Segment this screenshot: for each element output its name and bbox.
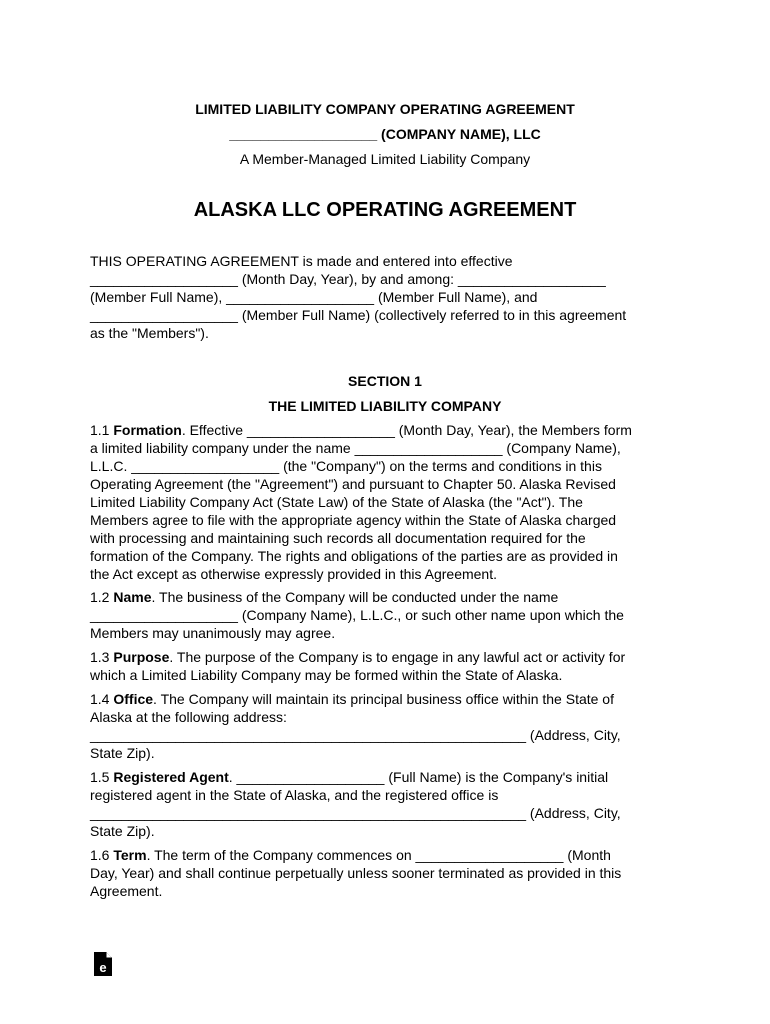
clause-registered-agent <box>90 768 690 840</box>
clause-text: . The term of the Company commences on ___________________ (Month <box>146 847 611 863</box>
clause-term <box>90 846 690 900</box>
clause-line: with processing and maintaining such records all documentation required for the <box>90 530 586 546</box>
clause-heading: Formation <box>113 422 182 438</box>
clause-text: . The business of the Company will be conducted under the name <box>151 589 559 605</box>
clause-purpose <box>90 648 690 684</box>
section-number: SECTION 1 <box>348 373 422 389</box>
clause-text: . The purpose of the Company is to engage in any lawful act or activity for <box>169 649 626 665</box>
clause-line: Members may unanimously may agree. <box>90 625 336 641</box>
clause-line: State Zip). <box>90 745 155 761</box>
clause-formation <box>90 421 690 583</box>
clause-number: 1.3 <box>90 649 114 665</box>
doc-header-subtitle: A Member-Managed Limited Liability Company <box>239 151 531 167</box>
clause-line: Operating Agreement (the "Agreement") and pursuant to Chapter 50. Alaska Revised <box>90 476 616 492</box>
clause-office <box>90 690 690 762</box>
clause-line: Agreement. <box>90 883 163 899</box>
clause-first-line <box>90 846 690 864</box>
clause-line: Alaska at the following address: <box>90 709 287 725</box>
clause-line: ________________________________________________________ (Address, City, <box>90 727 621 743</box>
clause-line: Day, Year) and shall continue perpetually unless sooner terminated as provided in this <box>90 865 622 881</box>
clause-line: ________________________________________________________ (Address, City, <box>90 805 621 821</box>
clause-line: State Zip). <box>90 823 155 839</box>
intro-line: (Member Full Name), ___________________ (Member Full Name), and <box>90 289 538 305</box>
intro-line: as the "Members"). <box>90 325 209 341</box>
doc-header-line1: LIMITED LIABILITY COMPANY OPERATING AGREEMENT <box>195 101 575 117</box>
section-title: THE LIMITED LIABILITY COMPANY <box>268 398 502 414</box>
clause-first-line <box>90 588 690 606</box>
clause-line: L.L.C. ___________________ (the "Company") on the terms and conditions in this <box>90 458 602 474</box>
clause-text: . The Company will maintain its principal business office within the State of <box>153 691 614 707</box>
clause-line: Limited Liability Company Act (State Law) of the State of Alaska (the "Act"). The <box>90 494 583 510</box>
clause-line: which a Limited Liability Company may be formed within the State of Alaska. <box>90 667 563 683</box>
clause-heading: Term <box>113 847 147 863</box>
clause-line: Members agree to file with the appropriate agency within the State of Alaska charged <box>90 512 617 528</box>
clause-heading: Purpose <box>113 649 170 665</box>
clause-line: registered agent in the State of Alaska, and the registered office is <box>90 787 499 803</box>
clause-number: 1.2 <box>90 589 114 605</box>
clause-line: a limited liability company under the name ___________________ (Company Name), <box>90 440 621 456</box>
clause-heading: Name <box>113 589 152 605</box>
intro-line: THIS OPERATING AGREEMENT is made and entered into effective <box>90 253 513 269</box>
clause-number: 1.6 <box>90 847 114 863</box>
clause-first-line <box>90 690 690 708</box>
clause-number: 1.1 <box>90 422 114 438</box>
intro-line: ___________________ (Month Day, Year), by and among: ___________________ <box>90 271 606 287</box>
clause-first-line <box>90 768 690 786</box>
clause-number: 1.4 <box>90 691 114 707</box>
clause-text: . Effective ___________________ (Month Day, Year), the Members form <box>181 422 632 438</box>
clause-text: . ___________________ (Full Name) is the Company's initial <box>228 769 609 785</box>
doc-header-company-name: ___________________ (COMPANY NAME), LLC <box>229 126 541 142</box>
intro-line: ___________________ (Member Full Name) (collectively referred to in this agreement <box>90 307 627 323</box>
clause-line: the Act except as otherwise expressly provided in this Agreement. <box>90 566 497 582</box>
clause-first-line <box>90 421 690 439</box>
clause-heading: Registered Agent <box>113 769 229 785</box>
document-e-logo-icon <box>92 951 114 977</box>
document-e-logo-icon-svg <box>92 951 114 977</box>
clause-number: 1.5 <box>90 769 114 785</box>
intro-paragraph <box>90 252 690 342</box>
clause-heading: Office <box>113 691 154 707</box>
svg-text:e: e <box>99 960 107 975</box>
clause-line: formation of the Company. The rights and obligations of the parties are as provided in <box>90 548 618 564</box>
clause-name <box>90 588 690 642</box>
clause-line: ___________________ (Company Name), L.L.C., or such other name upon which the <box>90 607 624 623</box>
doc-title: ALASKA LLC OPERATING AGREEMENT <box>193 199 577 221</box>
clause-first-line <box>90 648 690 666</box>
